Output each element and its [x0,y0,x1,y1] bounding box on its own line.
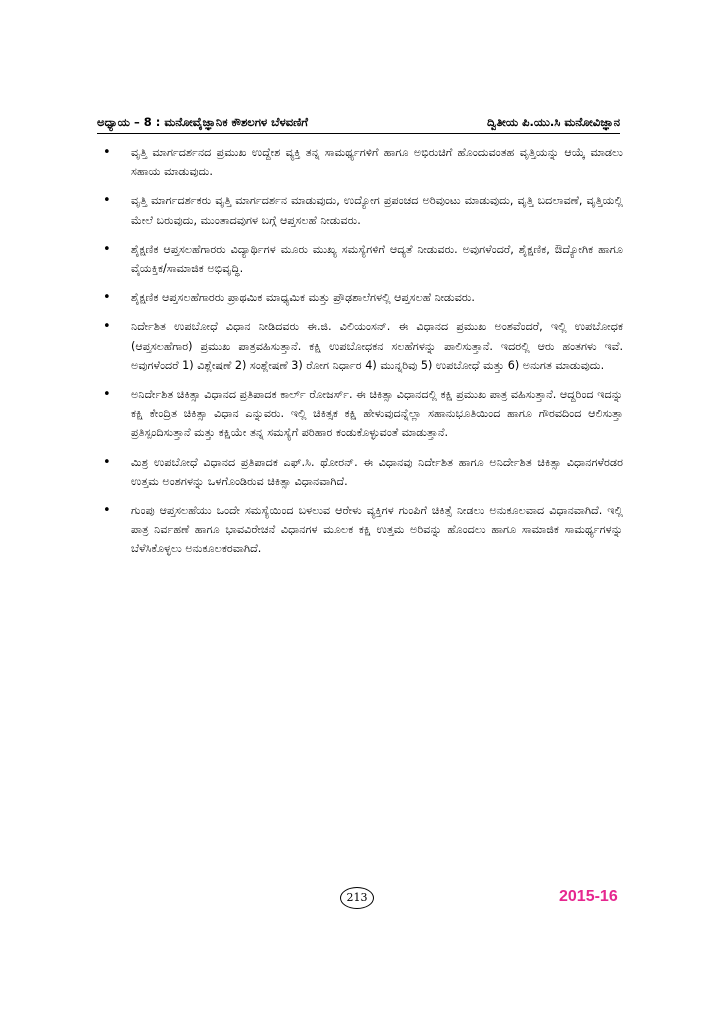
list-item-text: ವೃತ್ತಿ ಮಾರ್ಗದರ್ಶಕರು ವೃತ್ತಿ ಮಾರ್ಗದರ್ಶನ ಮಾಡುವುದು, ಉದ್ಯೋಗ ಪ್ರಪಂಚದ ಅರಿವುಂಟು ಮಾಡುವುದು, ವೃತ್ತಿ ಬದಲಾವಣೆ, ವೃತ್ತಿಯಲ್ಲಿ ಮೇಲೆ ಬರುವುದು, ಮುಂತಾದವುಗಳ ಬಗ್ಗೆ ಆಪ್ತಸಲಹೆ ನೀಡುವರು. [131,194,623,227]
list-item-text: ಶೈಕ್ಷಣಿಕ ಆಪ್ತಸಲಹೆಗಾರರು ಪ್ರಾಥಮಿಕ ಮಾಧ್ಯಮಿಕ ಮತ್ತು ಪ್ರೌಢಶಾಲೆಗಳಲ್ಲಿ ಆಪ್ತಸಲಹೆ ನೀಡುವರು. [131,291,475,305]
page-number: 213 [340,887,374,909]
bullet-icon: • [103,319,111,335]
list-item [103,501,623,559]
list-item-text: ನಿರ್ದೇಶಿತ ಉಪಬೋಧೆ ವಿಧಾನ ನೀಡಿದವರು ಈ.ಜಿ. ವಿಲಿಯಂಸನ್. ಈ ವಿಧಾನದ ಪ್ರಮುಖ ಅಂಶವೆಂದರೆ, ಇಲ್ಲಿ ಉಪಬೋಧಕ (ಆಪ್ತಸಲಹೆಗಾರ) ಪ್ರಮುಖ ಪಾತ್ರವಹಿಸುತ್ತಾನೆ. ಕಕ್ಷಿ ಉಪಬೋಧಕನ ಸಲಹೆಗಳನ್ನು ಪಾಲಿಸುತ್ತಾನೆ. ಇದರಲ್ಲಿ ಆರು ಹಂತಗಳು ಇವೆ. ಅವುಗಳೆಂದರೆ 1) ವಿಶ್ಲೇಷಣೆ 2) ಸಂಶ್ಲೇಷಣೆ 3) ರೋಗ ನಿರ್ಧಾರ 4) ಮುನ್ನರಿವು 5) ಉಪಬೋಧೆ ಮತ್ತು 6) ಅನುಗತ ಮಾಡುವುದು. [131,320,623,372]
bullet-icon: • [103,193,111,209]
bullet-icon: • [103,290,111,306]
list-item [103,453,623,491]
bullet-icon: • [103,145,111,160]
list-item-text: ಮಿಶ್ರ ಉಪಬೋಧೆ ವಿಧಾನದ ಪ್ರತಿಪಾದಕ ಎಫ್.ಸಿ. ಥೋರನ್. ಈ ವಿಧಾನವು ನಿರ್ದೇಶಿತ ಹಾಗೂ ಅನಿರ್ದೇಶಿತ ಚಿಕಿತ್ಸಾ ವಿಧಾನಗಳೆರಡರ ಉತ್ತಮ ಅಂಶಗಳನ್ನು ಒಳಗೊಂಡಿರುವ ಚಿಕಿತ್ಸಾ ವಿಧಾನವಾಗಿದೆ. [131,455,623,488]
list-item [103,288,623,307]
list-item-text: ಅನಿರ್ದೇಶಿತ ಚಿಕಿತ್ಸಾ ವಿಧಾನದ ಪ್ರತಿಪಾದಕ ಕಾರ್ಲ್ ರೋಜರ್ಸ್. ಈ ಚಿಕಿತ್ಸಾ ವಿಧಾನದಲ್ಲಿ ಕಕ್ಷಿ ಪ್ರಮುಖ ಪಾತ್ರ ವಹಿಸುತ್ತಾನೆ. ಆದ್ದರಿಂದ ಇದನ್ನು ಕಕ್ಷಿ ಕೇಂದ್ರಿತ ಚಿಕಿತ್ಸಾ ವಿಧಾನ ಎನ್ನುವರು. ಇಲ್ಲಿ ಚಿಕಿತ್ಸಕ ಕಕ್ಷಿ ಹೇಳುವುದನ್ನೆಲ್ಲಾ ಸಹಾನುಭೂತಿಯಿಂದ ಹಾಗೂ ಗೌರವದಿಂದ ಆಲಿಸುತ್ತಾ ಪ್ರತಿಸ್ಪಂದಿಸುತ್ತಾನೆ ಮತ್ತು ಕಕ್ಷಿಯೇ ತನ್ನ ಸಮಸ್ಯೆಗೆ ಪರಿಹಾರ ಕಂಡುಕೊಳ್ಳುವಂತೆ ಮಾಡುತ್ತಾನೆ. [131,388,623,440]
book-title: ದ್ವಿತೀಯ ಪಿ.ಯು.ಸಿ ಮನೋವಿಜ್ಞಾನ [486,115,620,129]
list-item [103,240,623,278]
list-item-text: ಗುಂಪು ಆಪ್ತಸಲಹೆಯು ಒಂದೇ ಸಮಸ್ಯೆಯಿಂದ ಬಳಲುವ ಆರೇಳು ವ್ಯಕ್ತಿಗಳ ಗುಂಪಿಗೆ ಚಿಕಿತ್ಸೆ ನೀಡಲು ಅನುಕೂಲವಾದ ವಿಧಾನವಾಗಿದೆ. ಇಲ್ಲಿ ಪಾತ್ರ ನಿರ್ವಹಣೆ ಹಾಗೂ ಭಾವವಿರೇಚನೆ ವಿಧಾನಗಳ ಮೂಲಕ ಕಕ್ಷಿ ಉತ್ತಮ ಅರಿವನ್ನು ಹೊಂದಲು ಹಾಗೂ ಸಾಮಾಜಿಕ ಸಾಮರ್ಥ್ಯಗಳನ್ನು ಬೆಳೆಸಿಕೊಳ್ಳಲು ಅನುಕೂಲಕರವಾಗಿದೆ. [131,504,623,556]
list-item [103,317,623,375]
edition-year: 2015-16 [559,888,618,905]
list-item-text: ವೃತ್ತಿ ಮಾರ್ಗದರ್ಶನದ ಪ್ರಮುಖ ಉದ್ದೇಶ ವ್ಯಕ್ತಿ ತನ್ನ ಸಾಮರ್ಥ್ಯಗಳಿಗೆ ಹಾಗೂ ಅಭಿರುಚಿಗೆ ಹೊಂದುವಂತಹ ವೃತ್ತಿಯನ್ನು ಆಯ್ಕೆ ಮಾಡಲು ಸಹಾಯ ಮಾಡುವುದು. [131,146,623,179]
chapter-title: ಅಧ್ಯಾಯ – 8 : ಮನೋವೈಜ್ಞಾನಿಕ ಕೌಶಲಗಳ ಬೆಳವಣಿಗೆ [97,115,308,129]
bullet-icon: • [103,503,111,519]
bullet-icon: • [103,241,111,257]
list-item [103,385,623,443]
list-item [103,191,623,229]
list-item [103,143,623,181]
bullet-icon: • [103,387,111,403]
running-header [97,106,620,134]
bullet-list [103,143,623,569]
list-item-text: ಶೈಕ್ಷಣಿಕ ಆಪ್ತಸಲಹೆಗಾರರು ವಿದ್ಯಾರ್ಥಿಗಳ ಮೂರು ಮುಖ್ಯ ಸಮಸ್ಯೆಗಳಿಗೆ ಆದ್ಯತೆ ನೀಡುವರು. ಅವುಗಳೆಂದರೆ, ಶೈಕ್ಷಣಿಕ, ಔದ್ಯೋಗಿಕ ಹಾಗೂ ವೈಯಕ್ತಿಕ/ಸಾಮಾಜಿಕ ಅಭಿವೃದ್ಧಿ. [131,242,623,276]
bullet-icon: • [103,454,111,470]
